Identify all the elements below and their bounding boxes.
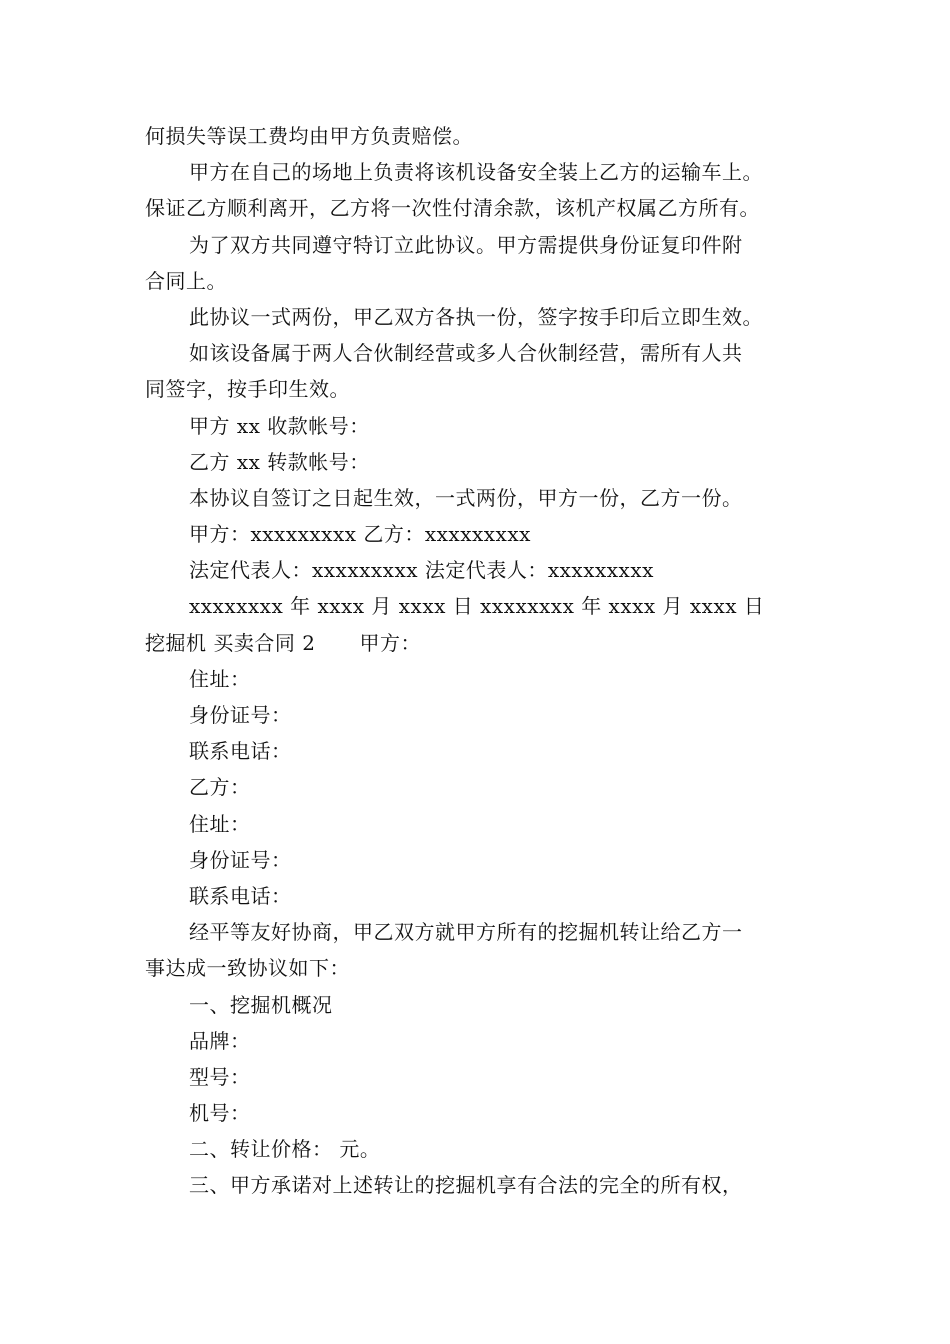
document-body (145, 118, 825, 1204)
contract-text-part-1 (145, 118, 825, 625)
text-line: 机号： (189, 1101, 251, 1126)
text-line: 住址： (189, 811, 251, 836)
text-line: xxxxxxxx 年 xxxx 月 xxxx 日 xxxxxxxx 年 xxxx 月 xxxx 日 (189, 594, 765, 619)
text-line: 身份证号： (189, 703, 292, 727)
text-line: 一、挖掘机概况 (189, 992, 333, 1017)
text-line: 住址： (189, 666, 251, 691)
party-a-label: 甲方： (359, 630, 421, 655)
text-line: 如该设备属于两人合伙制经营或多人合伙制经营，需所有人共 (189, 341, 743, 366)
text-line: 事达成一致协议如下： (145, 956, 350, 981)
text-line: 品牌： (189, 1028, 251, 1053)
text-line: 合同上。 (145, 268, 227, 293)
text-line: 甲方 xx 收款帐号： (189, 413, 370, 438)
text-line: 三、甲方承诺对上述转让的挖掘机享有合法的完全的所有权， (189, 1173, 743, 1198)
text-line: 乙方 xx 转款帐号： (189, 449, 370, 474)
text-line: 联系电话： (189, 883, 292, 908)
contract-title: 挖掘机 买卖合同 2 (145, 630, 316, 655)
text-line: 法定代表人：xxxxxxxxx 法定代表人：xxxxxxxxx (189, 558, 654, 583)
contract-heading-line (145, 625, 825, 661)
text-line: 身份证号： (189, 847, 292, 872)
text-line: 甲方在自己的场地上负责将该机设备安全装上乙方的运输车上。 (189, 160, 763, 185)
text-line: 保证乙方顺利离开，乙方将一次性付清余款，该机产权属乙方所有。 (145, 196, 760, 221)
text-line: 同签字，按手印生效。 (145, 377, 350, 402)
text-line: 何损失等误工费均由甲方负责赔偿。 (145, 124, 473, 148)
text-line: 二、转让价格： 元。 (189, 1137, 381, 1162)
text-line: 型号： (189, 1064, 251, 1089)
text-line: 经平等友好协商，甲乙双方就甲方所有的挖掘机转让给乙方一 (189, 920, 743, 945)
text-line: 联系电话： (189, 739, 292, 764)
text-line: 甲方：xxxxxxxxx 乙方：xxxxxxxxx (189, 522, 531, 547)
text-line: 乙方： (189, 775, 251, 800)
contract-text-part-2 (145, 661, 825, 1204)
text-line: 本协议自签订之日起生效，一式两份，甲方一份，乙方一份。 (189, 485, 743, 510)
text-line: 为了双方共同遵守特订立此协议。甲方需提供身份证复印件附 (189, 232, 743, 257)
text-line: 此协议一式两份，甲乙双方各执一份，签字按手印后立即生效。 (189, 304, 763, 329)
